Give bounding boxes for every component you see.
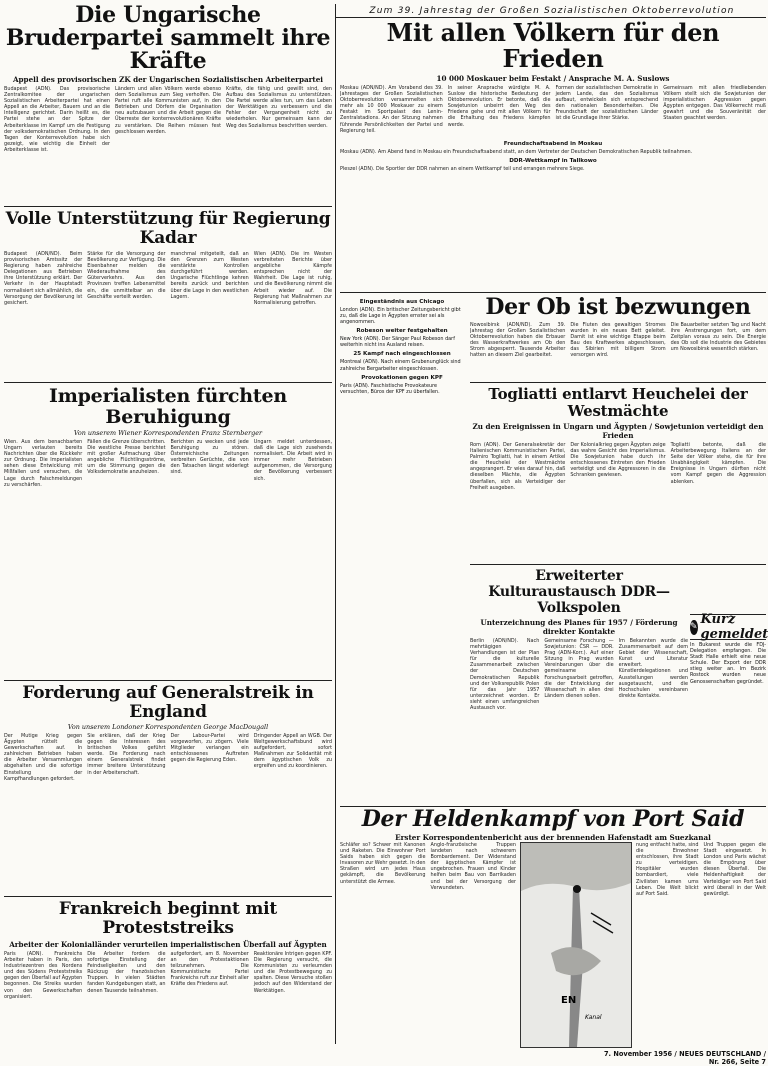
short-text: Moskau (ADN). Am Abend fand in Moskau ein Freundschaftsabend statt, an dem Vertreter der Deutschen Demokratischen Republik teilnahmen. xyxy=(340,148,693,155)
short-text: Pleszel (ADN). Die Sportler der DDR nahmen an einem Wettkampf teil und errangen mehrere Siege. xyxy=(340,165,585,172)
article-column: Sie erklären, daß der Krieg gegen die Interessen des britischen Volkes geführt werde. Die Forderung nach einem Generalstreik findet immer breitere Unterstützung in der Arbeiterschaft. xyxy=(87,733,166,776)
short-title: DDR-Wettkampf in Tallkowo xyxy=(509,157,597,164)
kurz-gemeldet-text xyxy=(690,642,766,804)
article-generalstreik-england xyxy=(4,684,332,894)
anniversary-band: Zum 39. Jahrestag der Großen Sozialistischen Oktoberrevolution xyxy=(369,6,735,16)
article-column: Gemeinsame Forschung — Sowjetunion: ČSR — DDR. Prag (ADN-Korr.). Auf einer Sitzung in Prag wurden Vereinbarungen über die gemeinsame Forschungsarbeit getroffen, die der Entwicklung der Wissenschaft in allen drei Ländern dienen sollen. xyxy=(544,638,614,699)
map-label-canal: Kanal xyxy=(585,1014,602,1021)
article-column: Rom (ADN). Der Generalsekretär der Italienischen Kommunistischen Partei, Palmiro Togliatti, hat in einem Artikel die Heuchelei der Westmächte angeprangert. Er wies darauf hin, daß dieselben Mächte, die Ägypten überfallen, sich als Verteidiger der Freiheit ausgeben. xyxy=(470,442,566,491)
article-rule xyxy=(4,382,332,383)
article-column: Fällen die Grenze überschritten. Die westliche Presse berichtet mit großer Aufmachung über angebliche Flüchtlingsströme, um die Stimmung gegen die Volksdemokratie anzuheizen. xyxy=(87,439,166,476)
article-kulturaustausch xyxy=(470,568,688,804)
short-title: 25 Kampf nach eingeschlossen xyxy=(353,351,451,358)
headline: Frankreich beginnt mit Proteststreiks xyxy=(58,900,278,938)
byline: Von unserem Londoner Korrespondenten George MacDougall xyxy=(67,723,269,731)
article-column: manchmal mitgeteilt, daß an den Grenzen zum Westen verstärkte Kontrollen durchgeführt werden. Ungarische Flüchtlinge kehren bereits zurück und berichten über die Lage in den westlichen Lagern. xyxy=(170,251,249,300)
article-column: Der Mutige Krieg gegen Ägypten rüttelt die Gewerkschaften auf. In zahlreichen Betrieben haben die Arbeiter Versammlungen abgehalten und die sofortige Einstellung der Kampfhandlungen gefordert. xyxy=(4,733,83,782)
pencil-icon: ✎ xyxy=(690,620,698,635)
headline: Die Ungarische Bruderpartei sammelt ihre Kräfte xyxy=(5,4,331,74)
short-text: London (ADN). Ein britischer Zeitungsbericht gibt zu, daß die Lage in Ägypten ernster sei als angenommen. xyxy=(340,307,461,326)
subheadline: Zu den Ereignissen in Ungarn und Ägypten / Sowjetunion verteidigt den Frieden xyxy=(472,422,764,440)
article-column: Dringender Appell an WGB. Der Weltgewerkschaftsbund wird aufgefordert, sofort Maßnahmen zur Solidarität mit dem ägyptischen Volk zu ergreifen und zu koordinieren. xyxy=(253,733,332,770)
headline: Volle Unterstützung für Regierung Kadar xyxy=(5,210,331,248)
article-column: Der Kolonialkrieg gegen Ägypten zeige das wahre Gesicht des Imperialismus. Die Sowjetunion habe durch ihr entschlossenes Eintreten den Frieden verteidigt und die Aggressoren in die Schranken gewiesen. xyxy=(570,442,666,479)
port-said-text-right xyxy=(636,842,766,1046)
headline: Forderung auf Generalstreik in England xyxy=(22,684,314,722)
port-said-map xyxy=(520,842,632,1048)
port-said-text-left xyxy=(340,842,516,1046)
short-title: Freundschaftsabend in Moskau xyxy=(503,140,603,147)
article-rule xyxy=(470,564,766,565)
article-ob-bezwungen xyxy=(470,296,766,380)
headline: Imperialisten fürchten Beruhigung xyxy=(49,386,287,428)
article-rule xyxy=(4,206,332,207)
article-column: Paris (ADN). Frankreichs Arbeiter haben in Paris, den Industriezentren des Nordens und des Südens Proteststreiks gegen den Überfall auf Ägypten begonnen. Die Streiks wurden von den Gewerkschaften organisiert. xyxy=(4,951,83,1000)
article-column: Gemeinsam mit allen friedliebenden Völkern stellt sich die Sowjetunion der imperialistischen Aggression gegen Ägypten entgegen. Das Völkerrecht muß gewahrt und die Souveränität der Staaten geachtet werden. xyxy=(663,85,766,122)
article-rule xyxy=(4,680,332,681)
article-column: Und Truppen gegen die Stadt eingesetzt. In London und Paris wächst die Empörung über diesen Überfall. Die Heldenhaftigkeit der Verteidiger von Port Said wird überall in der Welt gewürdigt. xyxy=(703,842,766,897)
short-text: Paris (ADN). Faschistische Provokateure versuchten, Büros der KPF zu überfallen. xyxy=(340,382,440,395)
article-column: Berichten zu wecken und jede Beruhigung zu stören. Österreichische Zeitungen verbreiten Gerüchte, die von den Tatsachen längst widerlegt sind. xyxy=(170,439,249,476)
article-column: Formen der sozialistischen Demokratie in jedem Lande, das den Sozialismus aufbaut, entwickeln sich entsprechend den nationalen Besonderheiten. Die Freundschaft der sozialistischen Länder ist die Grundlage ihrer Stärke. xyxy=(555,85,659,122)
article-column: nung entfacht hatte, sind die Einwohner entschlossen, ihre Stadt zu verteidigen. Hospitäler wurden bombardiert, viele Zivilisten kamen ums Leben. Die Welt blickt auf Port Said. xyxy=(636,842,699,897)
article-rule xyxy=(470,382,766,383)
article-unterstuetzung-kadar xyxy=(4,210,332,380)
article-column: Nowosibirsk (ADN/ND). Zum 39. Jahrestag der Großen Sozialistischen Oktoberrevolution haben die Erbauer des Wasserkraftwerkes am Ob den Strom abgesperrt. Tausende Arbeiter hatten an diesem Ziel gearbeitet. xyxy=(470,322,566,359)
short-title: Eingeständnis aus Chicago xyxy=(359,299,445,305)
article-column: Die Bauarbeiter setzten Tag und Nacht ihre Anstrengungen fort, um dem Zeitplan voraus zu sein. Die Energie des Ob soll die Industrie des Gebietes um Nowosibirsk wesentlich stärken. xyxy=(670,322,766,353)
article-column: In seiner Ansprache würdigte M. A. Suslow die historische Bedeutung der Oktoberrevolution. Er betonte, daß die Sowjetunion unbeirrt den Weg des Friedens gehe und mit allen Völkern für die Erhaltung des Friedens kämpfen werde. xyxy=(447,85,551,128)
column-divider xyxy=(335,4,336,1044)
band-rule xyxy=(336,17,766,18)
subheadline: Appell des provisorischen ZK der Ungarischen Sozialistischen Arbeiterpartei xyxy=(12,75,324,84)
headline: Togliatti entlarvt Heuchelei der Westmächte xyxy=(488,386,748,420)
subheadline: Erster Korrespondentenbericht aus der brennenden Hafenstadt am Suezkanal xyxy=(395,833,711,842)
kurz-text: In Bukarest wurde die FDJ-Delegation empfangen. Die Stadt Halle erhielt eine neue Schule. Der Export der DDR stieg weiter an. Im Bezirk Rostock wurden neue Genossenschaften gegründet. xyxy=(690,642,766,685)
article-column: Reaktionäre Intrigen gegen KPF. Die Regierung versucht, die Kommunisten zu verleumden und die Protestbewegung zu spalten. Diese Versuche stoßen jedoch auf den Widerstand der Werktätigen. xyxy=(253,951,332,994)
byline: Von unserem Wiener Korrespondenten Franz Sternberger xyxy=(73,429,263,437)
article-column: Budapest (ADN). Das provisorische Zentralkomitee der ungarischen Sozialistischen Arbeiterpartei hat einen Appell an die Arbeiter, Bauern und an die Intelligenz gerichtet. Darin heißt es, die Partei stehe an der Spitze der Arbeiterklasse im Kampf um die Festigung der volksdemokratischen Ordnung. In den Tagen der Konterrevolution habe sich gezeigt, wie wichtig die Einheit der Arbeiterklasse ist. xyxy=(4,86,110,153)
article-rule xyxy=(340,292,766,293)
article-column: Der Labour-Partei wird vorgeworfen, zu zögern. Viele Mitglieder verlangen ein entschlossenes Auftreten gegen die Regierung Eden. xyxy=(170,733,249,764)
article-column: Schläfer so? Schwer mit Kanonen und Raketen. Die Einwohner Port Saids haben sich gegen die Invasoren zur Wehr gesetzt. In den Straßen wird um jedes Haus gekämpft, die Bevölkerung unterstützt die Armee. xyxy=(340,842,426,885)
article-column: Ländern und allen Völkern werde ebenso dem Sozialismus zum Sieg verholfen. Die Partei ruft alle Kommunisten auf, in den Betrieben und Dörfern die Organisation neu aufzubauen und die Arbeit gegen die Überreste der konterrevolutionären Kräfte zu verstärken. Die Reihen müssen fest geschlossen werden. xyxy=(115,86,221,135)
subheadline: 10 000 Moskauer beim Festakt / Ansprache M. A. Suslows xyxy=(436,74,670,83)
article-column: Ungarn meldet unterdessen, daß die Lage sich zusehends normalisiert. Die Arbeit wird in immer mehr Betrieben aufgenommen, die Versorgung der Bevölkerung verbessert sich. xyxy=(253,439,332,482)
article-rule xyxy=(4,896,332,897)
headline: Der Ob ist bezwungen xyxy=(485,296,751,320)
map-drawing xyxy=(521,843,631,1047)
article-column: Anglo-französische Truppen landeten nach schwerem Bombardement. Der Widerstand der ägyptischen Kämpfer ist ungebrochen. Frauen und Kinder helfen beim Bau von Barrikaden und bei der Versorgung der Verwundeten. xyxy=(430,842,516,891)
headline: Erweiterter Kulturaustausch DDR—Volkspolen xyxy=(488,568,670,616)
article-column: Togliatti betonte, daß die Arbeiterbewegung Italiens an der Seite der Völker stehe, die für ihre Unabhängigkeit kämpfen. Die Ereignisse in Ungarn dürften nicht vom Kampf gegen die Aggression ablenken. xyxy=(670,442,766,485)
short-news-column xyxy=(340,296,464,656)
article-togliatti xyxy=(470,386,766,562)
map-label-en: EN xyxy=(561,995,577,1006)
article-column: Moskau (ADN/ND). Am Vorabend des 39. Jahrestages der Großen Sozialistischen Oktoberrevolution versammelten sich mehr als 10 000 Moskauer zu einem Festakt im Sportpalast des Lenin-Zentralstadions. An der Sitzung nahmen führende Persönlichkeiten der Partei und Regierung teil. xyxy=(340,85,443,134)
article-column: Die Fluten des gewaltigen Stromes wurden in ein neues Bett geleitet. Damit ist eine wichtige Etappe beim Bau des Kraftwerkes abgeschlossen, das Sibirien mit billigem Strom versorgen wird. xyxy=(570,322,666,359)
headline: Mit allen Völkern für den Frieden xyxy=(386,20,720,73)
headline: Der Heldenkampf von Port Said xyxy=(361,808,745,832)
article-ungarische-bruderpartei xyxy=(4,4,332,204)
article-column: aufgefordert, am 8. November an den Protestaktionen teilzunehmen. Die Kommunistische Partei Frankreichs ruft zur Einheit aller Kräfte des Friedens auf. xyxy=(170,951,249,988)
article-column: Im Bekannten wurde die Zusammenarbeit auf dem Gebiet der Wissenschaft, Kunst und Literatur erweitert. Künstlerdelegationen und Ausstellungen werden ausgetauscht, und die Hochschulen vereinbaren direkte Kontakte. xyxy=(618,638,688,699)
short-text: Montreal (ADN). Nach einem Grubenunglück sind zahlreiche Bergarbeiter eingeschlossen. xyxy=(340,359,461,372)
short-text: New York (ADN). Der Sänger Paul Robeson darf weiterhin nicht ins Ausland reisen. xyxy=(340,336,455,349)
article-mit-allen-voelkern xyxy=(340,20,766,290)
kurz-label: Kurz gemeldet xyxy=(700,612,768,642)
article-column: Kräfte, die fähig und gewillt sind, den Aufbau des Sozialismus zu unterstützen. Die Partei werde alles tun, um das Leben der Werktätigen zu verbessern und die Fehler der Vergangenheit nicht zu wiederholen. Nur gemeinsam kann der Weg des Sozialismus beschritten werden. xyxy=(226,86,332,129)
page-footer: 7. November 1956 / NEUES DEUTSCHLAND / Nr. 266, Seite 7 xyxy=(603,1050,766,1066)
article-column: Die Arbeiter fordern die sofortige Einstellung der Feindseligkeiten und den Rückzug der französischen Truppen. In vielen Städten fanden Kundgebungen statt, an denen Tausende teilnahmen. xyxy=(87,951,166,994)
subheadline: Arbeiter der Kolonialländer verurteilen imperialistischen Überfall auf Ägypten xyxy=(9,940,327,949)
article-column: Berlin (ADN/ND). Nach mehrtägigen Verhandlungen ist der Plan für die kulturelle Zusammenarbeit zwischen der Deutschen Demokratischen Republik und der Volksrepublik Polen für das Jahr 1957 unterzeichnet worden. Er sieht einen umfangreichen Austausch vor. xyxy=(470,638,540,712)
article-imperialisten xyxy=(4,386,332,676)
short-title: Provokationen gegen KPF xyxy=(361,374,443,381)
short-title: Robeson weiter festgehalten xyxy=(356,328,448,335)
article-frankreich-proteststreiks xyxy=(4,900,332,1060)
article-column: Wien (ADN). Die im Westen verbreiteten Berichte über angebliche Kämpfe entsprechen nicht der Wahrheit. Die Lage ist ruhig, und die Bevölkerung nimmt die Arbeit wieder auf. Die Regierung hat Maßnahmen zur Normalisierung getroffen. xyxy=(253,251,332,306)
kurz-gemeldet-box xyxy=(690,614,766,640)
article-rule xyxy=(340,806,766,807)
article-column: Budapest (ADN/ND). Beim provisorischen Amtssitz der Regierung haben zahlreiche Delegationen aus Betrieben ihre Unterstützung erklärt. Der Verkehr in der Hauptstadt normalisiert sich allmählich, die Versorgung der Bevölkerung ist gesichert. xyxy=(4,251,83,306)
article-column: Wien. Aus dem benachbarten Ungarn verlauten bereits Nachrichten über die Rückkehr zur Ordnung. Die Imperialisten sehen diese Entwicklung mit Mißfallen und versuchen, die Lage durch Falschmeldungen zu verschärfen. xyxy=(4,439,83,488)
article-column: Stärke für die Versorgung der Bevölkerung zur Verfügung. Die Eisenbahner melden die Wiederaufnahme des Güterverkehrs. Aus den Provinzen treffen Lebensmittel ein, die unmittelbar an die Geschäfte verteilt werden. xyxy=(87,251,166,300)
subheadline: Unterzeichnung des Planes für 1957 / Förderung direkter Kontakte xyxy=(480,618,678,636)
